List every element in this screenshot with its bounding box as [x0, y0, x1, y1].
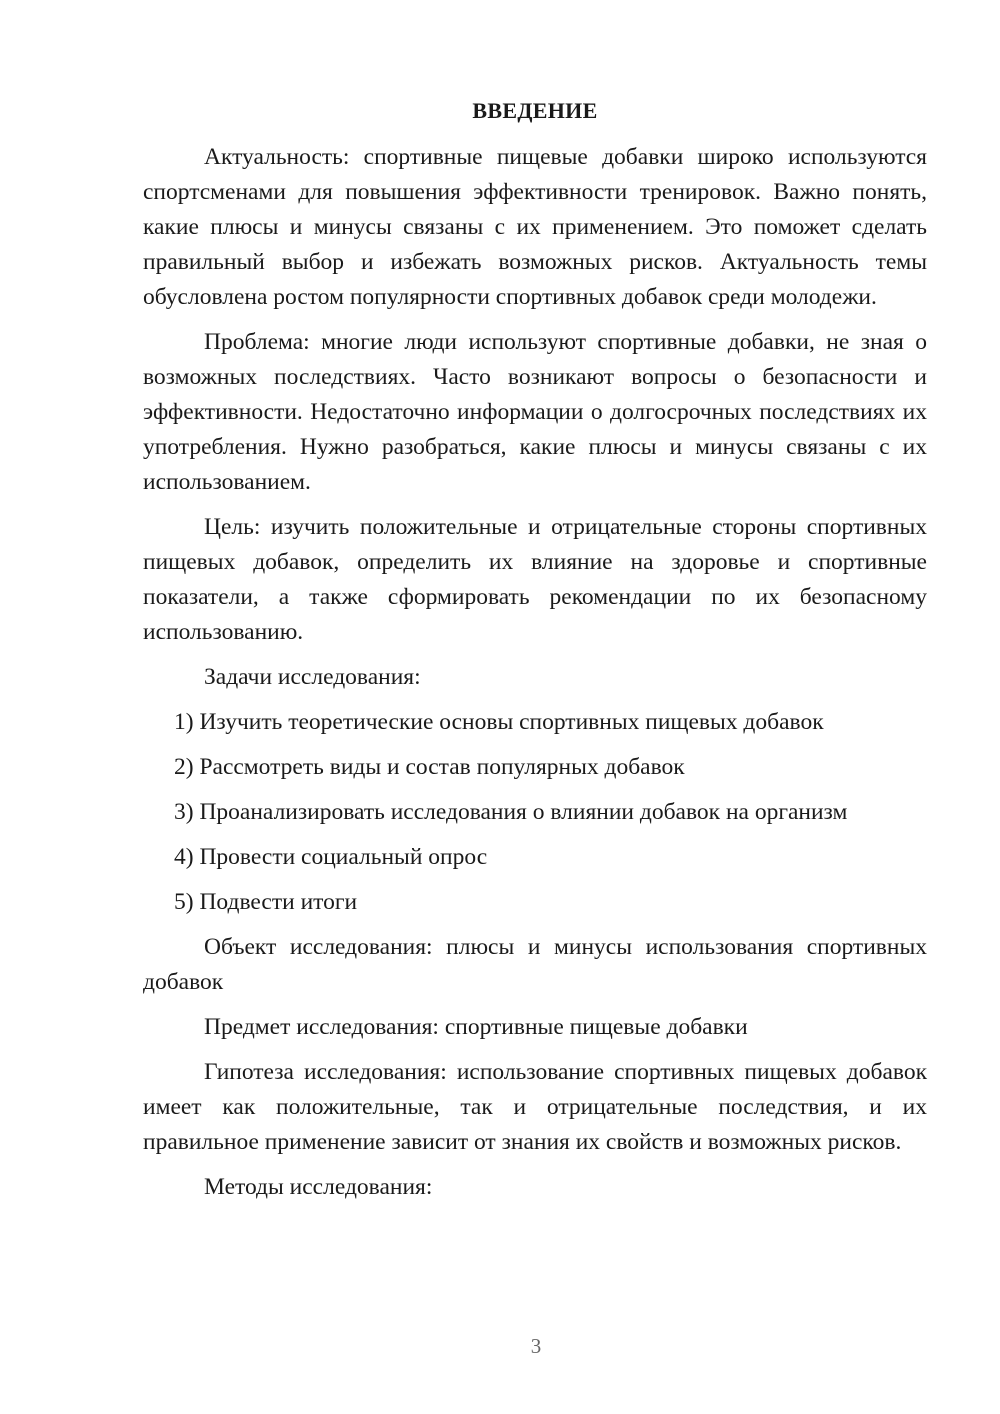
problem-paragraph: Проблема: многие люди используют спортивные добавки, не зная о возможных последствиях. Часто возникают вопросы о безопасности и эффективности. Недостаточно информации о долгосрочных последствиях их употребления. Нужно разобраться, какие плюсы и минусы связаны с их использованием. — [143, 329, 927, 495]
subject-paragraph: Предмет исследования: спортивные пищевые добавки — [204, 1014, 748, 1040]
goal-paragraph: Цель: изучить положительные и отрицательные стороны спортивных пищевых добавок, определить их влияние на здоровье и спортивные показатели, а также сформировать рекомендации по их безопасному использованию. — [143, 514, 927, 645]
list-item: 1) Изучить теоретические основы спортивных пищевых добавок — [174, 709, 824, 735]
tasks-list — [143, 705, 927, 920]
document-page — [143, 93, 927, 1215]
page-title: ВВЕДЕНИЕ — [472, 98, 598, 123]
object-paragraph: Объект исследования: плюсы и минусы использования спортивных добавок — [143, 934, 927, 995]
list-item: 3) Проанализировать исследования о влиянии добавок на организм — [174, 799, 848, 825]
hypothesis-paragraph: Гипотеза исследования: использование спортивных пищевых добавок имеет как положительные, так и отрицательные последствия, и их правильное применение зависит от знания их свойств и возможных рисков. — [143, 1059, 927, 1155]
list-item: 2) Рассмотреть виды и состав популярных добавок — [174, 754, 685, 780]
list-item: 4) Провести социальный опрос — [174, 844, 488, 870]
methods-heading: Методы исследования: — [204, 1174, 433, 1200]
tasks-heading: Задачи исследования: — [204, 664, 421, 690]
relevance-paragraph: Актуальность: спортивные пищевые добавки широко используются спортсменами для повышения эффективности тренировок. Важно понять, какие плюсы и минусы связаны с их применением. Это поможет сделать правильный выбор и избежать возможных рисков. Актуальность темы обусловлена ростом популярности спортивных добавок среди молодежи. — [143, 144, 927, 310]
list-item: 5) Подвести итоги — [174, 889, 358, 915]
page-number: 3 — [530, 1334, 542, 1358]
